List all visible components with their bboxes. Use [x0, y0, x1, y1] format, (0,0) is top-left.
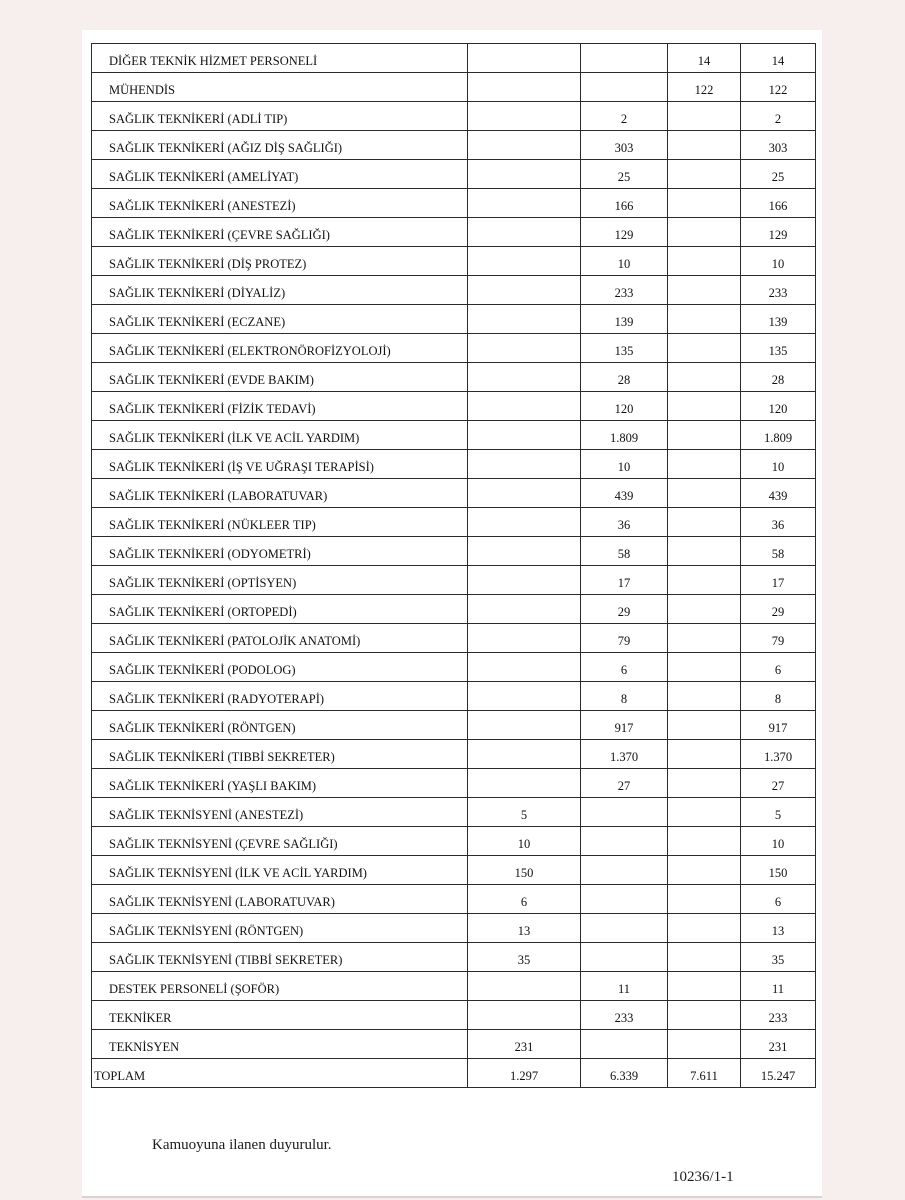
- count-cell-c1: [468, 479, 581, 508]
- count-cell-c2: [581, 827, 668, 856]
- count-cell-c1: 13: [468, 914, 581, 943]
- announcement-text: Kamuoyuna ilanen duyurulur.: [152, 1137, 332, 1153]
- row-total-cell: 58: [741, 537, 816, 566]
- table-row: [92, 653, 816, 682]
- count-cell-c2: 6: [581, 653, 668, 682]
- count-cell-c1: [468, 740, 581, 769]
- row-total-cell: 28: [741, 363, 816, 392]
- row-total-cell: 79: [741, 624, 816, 653]
- table-row: [92, 914, 816, 943]
- table-row: [92, 131, 816, 160]
- position-name-cell: SAĞLIK TEKNİSYENİ (İLK VE ACİL YARDIM): [92, 856, 468, 885]
- position-name-cell: DİĞER TEKNİK HİZMET PERSONELİ: [92, 44, 468, 73]
- count-cell-c2: 28: [581, 363, 668, 392]
- count-cell-c3: [668, 334, 741, 363]
- position-name-cell: TEKNİKER: [92, 1001, 468, 1030]
- count-cell-c3: [668, 450, 741, 479]
- count-cell-c1: 10: [468, 827, 581, 856]
- count-cell-c1: [468, 769, 581, 798]
- count-cell-c2: 36: [581, 508, 668, 537]
- count-cell-c3: [668, 218, 741, 247]
- row-total-cell: 6: [741, 885, 816, 914]
- count-cell-c3: [668, 769, 741, 798]
- table-row: [92, 566, 816, 595]
- count-cell-c2: [581, 885, 668, 914]
- count-cell-c1: [468, 44, 581, 73]
- table-body: [92, 44, 816, 1088]
- row-total-cell: 135: [741, 334, 816, 363]
- count-cell-c2: 135: [581, 334, 668, 363]
- position-name-cell: SAĞLIK TEKNİKERİ (DİYALİZ): [92, 276, 468, 305]
- row-total-cell: 10: [741, 827, 816, 856]
- count-cell-c1: [468, 624, 581, 653]
- table-row: [92, 363, 816, 392]
- count-cell-c2: 10: [581, 247, 668, 276]
- count-cell-c3: [668, 943, 741, 972]
- row-total-cell: 1.370: [741, 740, 816, 769]
- count-cell-c1: [468, 160, 581, 189]
- count-cell-c3: [668, 682, 741, 711]
- position-name-cell: SAĞLIK TEKNİSYENİ (ÇEVRE SAĞLIĞI): [92, 827, 468, 856]
- table-row: [92, 218, 816, 247]
- table-row: [92, 595, 816, 624]
- count-cell-c1: [468, 334, 581, 363]
- table-row: [92, 421, 816, 450]
- count-cell-c3: [668, 624, 741, 653]
- count-cell-c3: [668, 276, 741, 305]
- count-cell-c2: [581, 943, 668, 972]
- count-cell-c3: [668, 798, 741, 827]
- position-name-cell: SAĞLIK TEKNİKERİ (YAŞLI BAKIM): [92, 769, 468, 798]
- table-row: [92, 537, 816, 566]
- count-cell-c3: [668, 508, 741, 537]
- position-name-cell: SAĞLIK TEKNİKERİ (TIBBİ SEKRETER): [92, 740, 468, 769]
- count-cell-c2: 120: [581, 392, 668, 421]
- position-name-cell: SAĞLIK TEKNİKERİ (ANESTEZİ): [92, 189, 468, 218]
- position-name-cell: SAĞLIK TEKNİKERİ (AĞIZ DİŞ SAĞLIĞI): [92, 131, 468, 160]
- total-cell-c3: 7.611: [668, 1059, 741, 1088]
- table-row: [92, 972, 816, 1001]
- count-cell-c1: [468, 682, 581, 711]
- position-name-cell: SAĞLIK TEKNİKERİ (RADYOTERAPİ): [92, 682, 468, 711]
- count-cell-c1: 35: [468, 943, 581, 972]
- page-bottom-rule: [82, 1196, 822, 1198]
- count-cell-c2: 233: [581, 1001, 668, 1030]
- position-name-cell: SAĞLIK TEKNİKERİ (ADLİ TIP): [92, 102, 468, 131]
- count-cell-c3: [668, 827, 741, 856]
- count-cell-c3: [668, 653, 741, 682]
- position-name-cell: DESTEK PERSONELİ (ŞOFÖR): [92, 972, 468, 1001]
- row-total-cell: 233: [741, 1001, 816, 1030]
- row-total-cell: 2: [741, 102, 816, 131]
- row-total-cell: 303: [741, 131, 816, 160]
- count-cell-c2: 129: [581, 218, 668, 247]
- count-cell-c2: [581, 798, 668, 827]
- table-row: [92, 189, 816, 218]
- count-cell-c1: [468, 73, 581, 102]
- count-cell-c3: [668, 363, 741, 392]
- count-cell-c3: [668, 885, 741, 914]
- count-cell-c3: [668, 247, 741, 276]
- row-total-cell: 233: [741, 276, 816, 305]
- table-row: [92, 73, 816, 102]
- table-row: [92, 711, 816, 740]
- table-row: [92, 160, 816, 189]
- row-total-cell: 166: [741, 189, 816, 218]
- document-number: 10236/1-1: [672, 1169, 734, 1185]
- count-cell-c2: 11: [581, 972, 668, 1001]
- count-cell-c3: [668, 102, 741, 131]
- table-row: [92, 682, 816, 711]
- count-cell-c3: [668, 914, 741, 943]
- position-name-cell: SAĞLIK TEKNİKERİ (EVDE BAKIM): [92, 363, 468, 392]
- count-cell-c2: 29: [581, 595, 668, 624]
- count-cell-c2: 17: [581, 566, 668, 595]
- count-cell-c1: 231: [468, 1030, 581, 1059]
- count-cell-c3: [668, 305, 741, 334]
- count-cell-c1: [468, 1001, 581, 1030]
- position-name-cell: SAĞLIK TEKNİKERİ (İLK VE ACİL YARDIM): [92, 421, 468, 450]
- count-cell-c1: [468, 276, 581, 305]
- position-name-cell: SAĞLIK TEKNİKERİ (PODOLOG): [92, 653, 468, 682]
- position-name-cell: SAĞLIK TEKNİKERİ (FİZİK TEDAVİ): [92, 392, 468, 421]
- position-name-cell: MÜHENDİS: [92, 73, 468, 102]
- row-total-cell: 36: [741, 508, 816, 537]
- row-total-cell: 13: [741, 914, 816, 943]
- position-name-cell: SAĞLIK TEKNİKERİ (ÇEVRE SAĞLIĞI): [92, 218, 468, 247]
- count-cell-c3: [668, 740, 741, 769]
- row-total-cell: 439: [741, 479, 816, 508]
- count-cell-c2: 27: [581, 769, 668, 798]
- table-row: [92, 856, 816, 885]
- position-name-cell: SAĞLIK TEKNİKERİ (ELEKTRONÖROFİZYOLOJİ): [92, 334, 468, 363]
- count-cell-c2: 1.809: [581, 421, 668, 450]
- count-cell-c2: 2: [581, 102, 668, 131]
- count-cell-c3: [668, 566, 741, 595]
- table-row: [92, 247, 816, 276]
- row-total-cell: 10: [741, 247, 816, 276]
- row-total-cell: 8: [741, 682, 816, 711]
- count-cell-c1: [468, 972, 581, 1001]
- total-cell-c2: 6.339: [581, 1059, 668, 1088]
- position-name-cell: SAĞLIK TEKNİKERİ (RÖNTGEN): [92, 711, 468, 740]
- row-total-cell: 120: [741, 392, 816, 421]
- count-cell-c2: 25: [581, 160, 668, 189]
- position-name-cell: SAĞLIK TEKNİKERİ (DİŞ PROTEZ): [92, 247, 468, 276]
- row-total-cell: 139: [741, 305, 816, 334]
- position-name-cell: SAĞLIK TEKNİKERİ (NÜKLEER TIP): [92, 508, 468, 537]
- count-cell-c1: [468, 102, 581, 131]
- table-row: [92, 769, 816, 798]
- position-name-cell: SAĞLIK TEKNİKERİ (ODYOMETRİ): [92, 537, 468, 566]
- row-total-cell: 14: [741, 44, 816, 73]
- count-cell-c2: 439: [581, 479, 668, 508]
- row-total-cell: 150: [741, 856, 816, 885]
- table-row: [92, 276, 816, 305]
- position-name-cell: SAĞLIK TEKNİSYENİ (LABORATUVAR): [92, 885, 468, 914]
- position-name-cell: TEKNİSYEN: [92, 1030, 468, 1059]
- table-row: [92, 740, 816, 769]
- count-cell-c1: [468, 189, 581, 218]
- count-cell-c3: 14: [668, 44, 741, 73]
- table-row: [92, 392, 816, 421]
- count-cell-c3: [668, 711, 741, 740]
- row-total-cell: 11: [741, 972, 816, 1001]
- count-cell-c2: 139: [581, 305, 668, 334]
- count-cell-c3: [668, 189, 741, 218]
- row-total-cell: 25: [741, 160, 816, 189]
- count-cell-c1: [468, 450, 581, 479]
- count-cell-c3: [668, 595, 741, 624]
- position-name-cell: SAĞLIK TEKNİSYENİ (RÖNTGEN): [92, 914, 468, 943]
- table-row: [92, 798, 816, 827]
- position-name-cell: SAĞLIK TEKNİSYENİ (TIBBİ SEKRETER): [92, 943, 468, 972]
- row-total-cell: 1.809: [741, 421, 816, 450]
- table-row: [92, 334, 816, 363]
- position-name-cell: SAĞLIK TEKNİSYENİ (ANESTEZİ): [92, 798, 468, 827]
- count-cell-c2: 58: [581, 537, 668, 566]
- count-cell-c2: 233: [581, 276, 668, 305]
- count-cell-c1: [468, 537, 581, 566]
- position-name-cell: SAĞLIK TEKNİKERİ (İŞ VE UĞRAŞI TERAPİSİ): [92, 450, 468, 479]
- row-total-cell: 27: [741, 769, 816, 798]
- position-name-cell: SAĞLIK TEKNİKERİ (ECZANE): [92, 305, 468, 334]
- count-cell-c1: [468, 595, 581, 624]
- totals-row: [92, 1059, 816, 1088]
- count-cell-c2: 166: [581, 189, 668, 218]
- row-total-cell: 129: [741, 218, 816, 247]
- count-cell-c3: 122: [668, 73, 741, 102]
- count-cell-c1: [468, 392, 581, 421]
- table-row: [92, 508, 816, 537]
- row-total-cell: 17: [741, 566, 816, 595]
- count-cell-c2: [581, 44, 668, 73]
- count-cell-c2: [581, 914, 668, 943]
- row-total-cell: 122: [741, 73, 816, 102]
- position-name-cell: SAĞLIK TEKNİKERİ (LABORATUVAR): [92, 479, 468, 508]
- count-cell-c1: [468, 711, 581, 740]
- count-cell-c3: [668, 856, 741, 885]
- count-cell-c2: 917: [581, 711, 668, 740]
- count-cell-c3: [668, 160, 741, 189]
- table-row: [92, 1030, 816, 1059]
- row-total-cell: 10: [741, 450, 816, 479]
- row-total-cell: 5: [741, 798, 816, 827]
- count-cell-c2: [581, 856, 668, 885]
- count-cell-c3: [668, 479, 741, 508]
- table-row: [92, 1001, 816, 1030]
- count-cell-c1: [468, 508, 581, 537]
- count-cell-c2: 79: [581, 624, 668, 653]
- count-cell-c2: 10: [581, 450, 668, 479]
- count-cell-c2: 303: [581, 131, 668, 160]
- count-cell-c1: 5: [468, 798, 581, 827]
- count-cell-c1: [468, 131, 581, 160]
- row-total-cell: 6: [741, 653, 816, 682]
- table-row: [92, 44, 816, 73]
- count-cell-c1: 6: [468, 885, 581, 914]
- row-total-cell: 35: [741, 943, 816, 972]
- count-cell-c3: [668, 1001, 741, 1030]
- totals-label-cell: TOPLAM: [92, 1059, 468, 1088]
- count-cell-c2: 8: [581, 682, 668, 711]
- position-name-cell: SAĞLIK TEKNİKERİ (ORTOPEDİ): [92, 595, 468, 624]
- count-cell-c1: [468, 247, 581, 276]
- table-row: [92, 450, 816, 479]
- table-row: [92, 624, 816, 653]
- row-total-cell: 231: [741, 1030, 816, 1059]
- staff-distribution-table: [91, 43, 816, 1088]
- count-cell-c3: [668, 1030, 741, 1059]
- table-row: [92, 943, 816, 972]
- count-cell-c1: [468, 363, 581, 392]
- count-cell-c2: 1.370: [581, 740, 668, 769]
- count-cell-c3: [668, 131, 741, 160]
- total-cell-c1: 1.297: [468, 1059, 581, 1088]
- count-cell-c1: [468, 305, 581, 334]
- position-name-cell: SAĞLIK TEKNİKERİ (PATOLOJİK ANATOMİ): [92, 624, 468, 653]
- row-total-cell: 917: [741, 711, 816, 740]
- count-cell-c1: [468, 218, 581, 247]
- count-cell-c1: [468, 566, 581, 595]
- table-row: [92, 885, 816, 914]
- document-page: [82, 30, 822, 1198]
- count-cell-c1: [468, 421, 581, 450]
- table-row: [92, 305, 816, 334]
- position-name-cell: SAĞLIK TEKNİKERİ (OPTİSYEN): [92, 566, 468, 595]
- grand-total-cell: 15.247: [741, 1059, 816, 1088]
- count-cell-c3: [668, 537, 741, 566]
- table-row: [92, 102, 816, 131]
- count-cell-c3: [668, 972, 741, 1001]
- position-name-cell: SAĞLIK TEKNİKERİ (AMELİYAT): [92, 160, 468, 189]
- count-cell-c1: [468, 653, 581, 682]
- count-cell-c3: [668, 421, 741, 450]
- table-row: [92, 827, 816, 856]
- count-cell-c3: [668, 392, 741, 421]
- count-cell-c2: [581, 73, 668, 102]
- row-total-cell: 29: [741, 595, 816, 624]
- table-row: [92, 479, 816, 508]
- count-cell-c2: [581, 1030, 668, 1059]
- count-cell-c1: 150: [468, 856, 581, 885]
